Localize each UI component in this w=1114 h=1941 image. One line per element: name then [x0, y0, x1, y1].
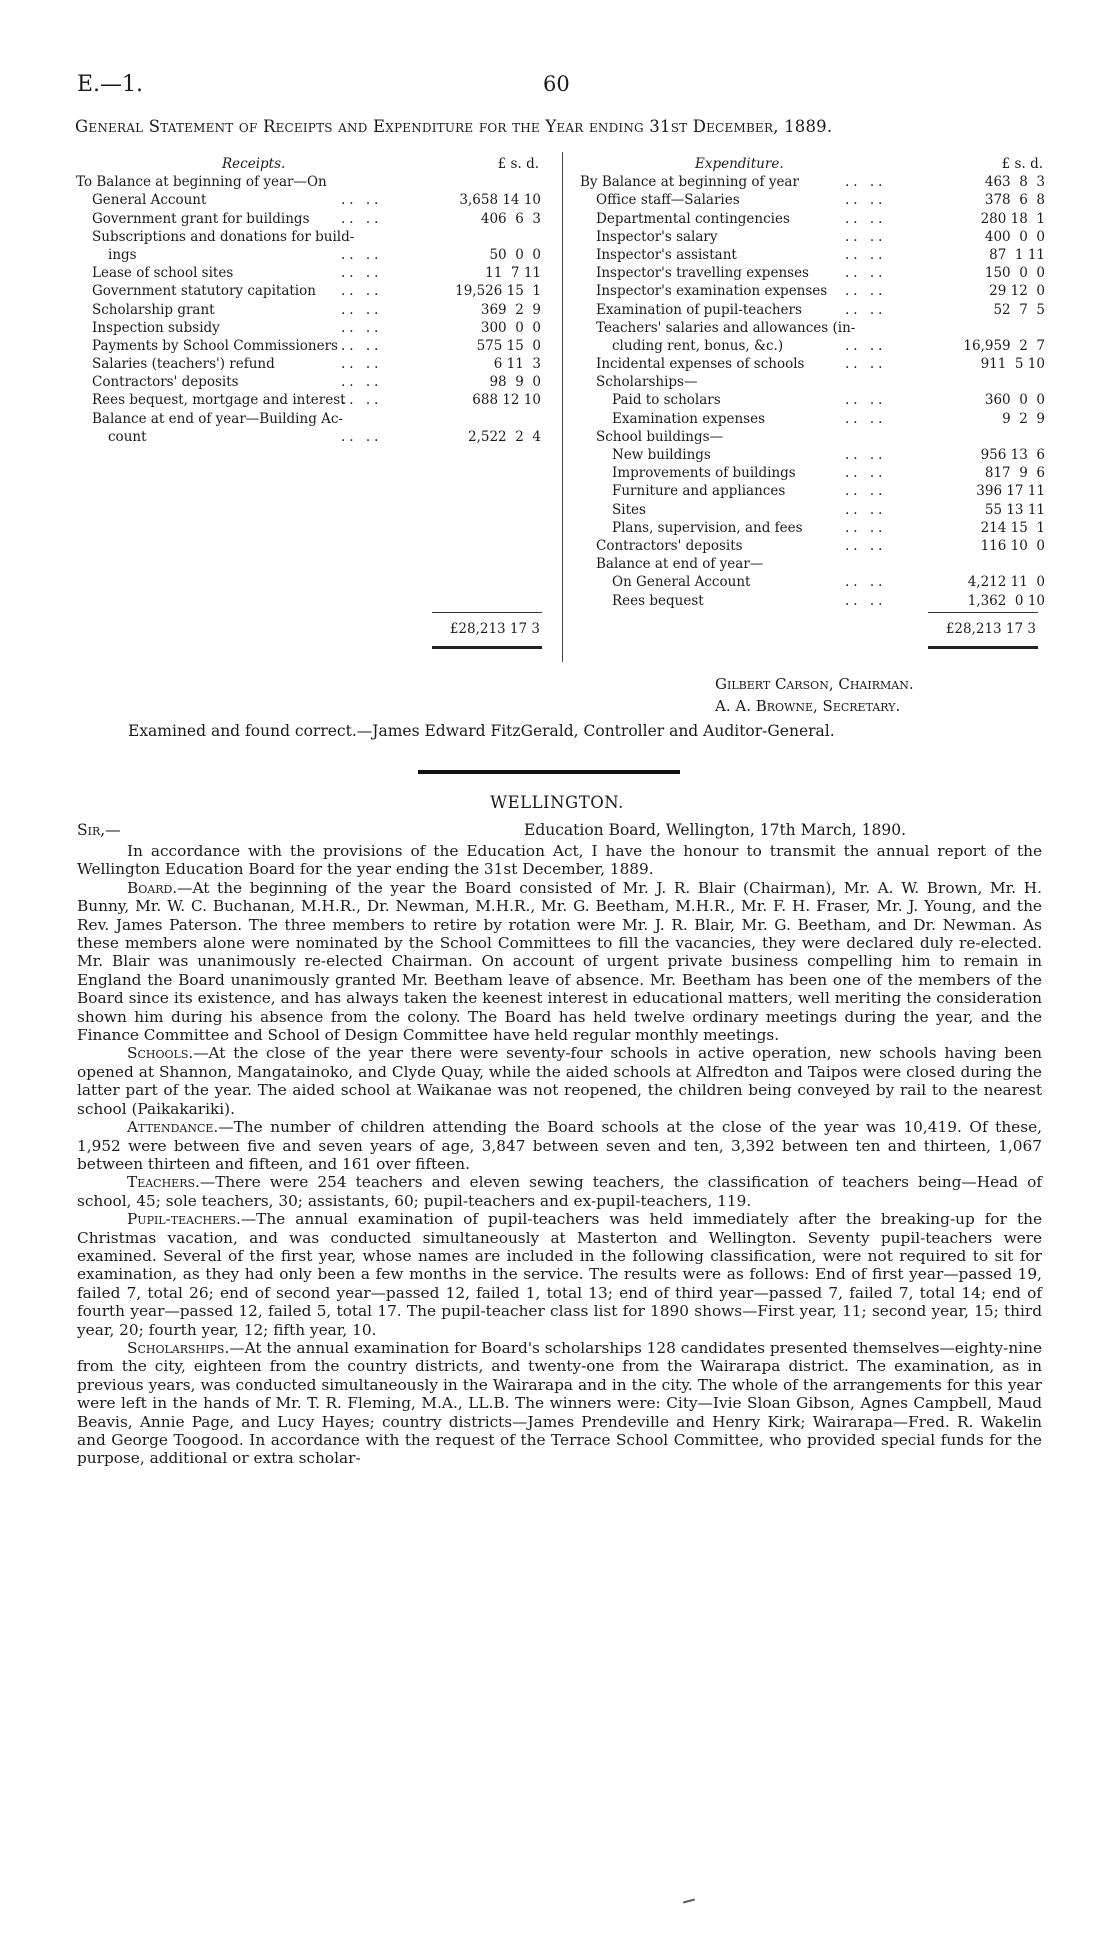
expenditure-label: Balance at end of year—: [596, 556, 764, 573]
paragraph-text: —At the beginning of the year the Board consisted of Mr. J. R. Blair (Chairman), Mr. A. W. Brown, Mr. H. Bunny, Mr. W. C. Buchanan, M.H.R., Dr. Newman, M.H.R., Mr. G. Beetham, M.H.R., Mr. F. H. Fraser, Mr. J. Young, and the Rev. James Paterson. The three members to retire by rotation were Mr. J. R. Blair, Mr. G. Beetham, and Dr. Newman. As these members alone were nominated by the School Committees to fill the vacancies, they were declared duly re-elected. Mr. Blair was unanimously re-elected Chairman. On account of urgent private business compelling him to remain in England the Board unanimously granted Mr. Beetham leave of absence. Mr. Beetham has been one of the members of the Board since its existence, and has always taken the keenest interest in educational matters, well meriting the consideration shown him during his absence from the colony. The Board has held twelve ordinary meetings during the year, and the Finance Committee and School of Design Committee have held regular monthly meetings.: [77, 878, 1042, 1045]
receipts-leader: .. ..: [341, 428, 383, 445]
receipts-row: [76, 191, 566, 209]
page-mark: [683, 1898, 695, 1903]
paragraph-text: —The number of children attending the Board schools at the close of the year was 10,419. Of these, 1,952 were between five and seven years of age, 3,847 between seven and ten, 3,392 between ten and thirteen, 1,067 between thirteen and fifteen, and 161 over fifteen.: [77, 1118, 1042, 1173]
report-paragraph: [77, 1173, 1042, 1210]
expenditure-amount: 463 8 3: [984, 174, 1045, 191]
receipts-row: [76, 246, 566, 264]
expenditure-row: [580, 301, 1050, 319]
expenditure-leader: .. ..: [845, 537, 887, 554]
receipts-row: [76, 173, 566, 191]
expenditure-row: [580, 592, 1050, 610]
expenditure-label: Improvements of buildings: [612, 465, 796, 482]
receipts-label: Balance at end of year—Building Ac-: [92, 410, 343, 427]
expenditure-amount: 150 0 0: [984, 265, 1045, 282]
expenditure-label: Teachers' salaries and allowances (in-: [596, 319, 856, 336]
expenditure-label: Sites: [612, 501, 646, 518]
paragraph-text: —At the close of the year there were seventy-four schools in active operation, new schools having been opened at Shannon, Mangatainoko, and Clyde Quay, while the aided schools at Alfredton and Taipos were closed during the latter part of the year. The aided school at Waikanae was not reopened, the children being conveyed by rail to the nearest school (Paikakariki).: [77, 1044, 1042, 1118]
receipts-label: count: [108, 428, 147, 445]
receipts-row: [76, 264, 566, 282]
expenditure-amount: 396 17 11: [976, 483, 1045, 500]
receipts-row: [76, 410, 566, 428]
expenditure-label: New buildings: [612, 447, 711, 463]
expenditure-leader: .. ..: [845, 228, 887, 245]
report-paragraph: [77, 1044, 1042, 1118]
receipts-leader: .. ..: [341, 301, 383, 318]
expenditure-label: Furniture and appliances: [612, 483, 786, 500]
paragraph-text: In accordance with the provisions of the Education Act, I have the honour to transmit the annual report of the Wellington Education Board for the year ending the 31st December, 1889.: [77, 842, 1042, 879]
receipts-row: [76, 391, 566, 409]
expenditure-amount: 280 18 1: [980, 210, 1045, 227]
expenditure-label: Inspector's travelling expenses: [596, 265, 809, 282]
expenditure-row: [580, 337, 1050, 355]
paragraph-text: —The annual examination of pupil-teachers was held immediately after the breaking-up for the Christmas vacation, and was conducted simultaneously at Masterton and Wellington. Seventy pupil-teachers were examined. Several of the first year, whose names are included in the following classification, were not required to sit for examination, as they had only been a few months in the service. The results were as follows: End of first year—passed 19, failed 7, total 26; end of second year—passed 12, failed 1, total 13; end of third year—passed 7, failed 7, total 14; end of fourth year—passed 12, failed 5, total 17. The pupil-teacher class list for 1890 shows—First year, 11; second year, 15; third year, 20; fourth year, 12; fifth year, 10.: [77, 1210, 1042, 1339]
receipts-amount: 2,522 2 4: [468, 428, 541, 445]
expenditure-label: Departmental contingencies: [596, 210, 790, 227]
receipts-amount: 11 7 11: [485, 265, 541, 282]
receipts-leader: .. ..: [341, 283, 383, 300]
section-divider: [418, 770, 680, 774]
expenditure-leader: .. ..: [845, 337, 887, 354]
receipts-leader: .. ..: [341, 374, 383, 391]
expenditure-leader: .. ..: [845, 519, 887, 536]
expenditure-row: [580, 537, 1050, 555]
paragraph-heading: Scholarships.: [127, 1338, 230, 1357]
expenditure-label: Office staff—Salaries: [596, 192, 740, 209]
expenditure-row: [580, 246, 1050, 264]
expenditure-amount: 55 13 11: [984, 501, 1045, 518]
receipts-row: [76, 337, 566, 355]
expenditure-row: [580, 319, 1050, 337]
report-paragraph: [77, 842, 1042, 879]
receipts-label: Inspection subsidy: [92, 319, 220, 336]
receipts-label: Government statutory capitation: [92, 283, 316, 300]
paragraph-heading: Schools.: [127, 1044, 194, 1063]
expenditure-label: Examination expenses: [612, 410, 766, 427]
report-paragraph: [77, 1210, 1042, 1339]
page-number: 60: [543, 72, 570, 96]
paragraph-text: —At the annual examination for Board's scholarships 128 candidates presented themselves—eighty-nine from the city, eighteen from the country districts, and twenty-one from the Wairarapa district. The examination, as in previous years, was conducted simultaneously in the Wairarapa and in the city. The whole of the arrangements for this year were left in the hands of Mr. T. R. Fleming, M.A., LL.B. The winners were: City—Ivie Sloan Gibson, Agnes Campbell, Maud Beavis, Annie Page, and Lucy Hayes; country districts—James Prendeville and Henry Kirk; Wairarapa—Fred. R. Wakelin and George Toogood. In accordance with the request of the Terrace School Committee, who provided special funds for the purpose, additional or extra scholar-: [77, 1338, 1042, 1468]
expenditure-leader: .. ..: [845, 265, 887, 282]
chairman-signature: Gilbert Carson, Chairman.: [715, 675, 914, 693]
receipts-amount: 6 11 3: [493, 356, 541, 373]
expenditure-label: On General Account: [612, 574, 751, 591]
paragraph-heading: Pupil-teachers.: [127, 1210, 241, 1229]
receipts-leader: .. ..: [341, 356, 383, 373]
expenditure-total-rule: [928, 646, 1038, 649]
expenditure-leader: .. ..: [845, 392, 887, 409]
receipts-label: Rees bequest, mortgage and interest: [92, 392, 346, 409]
page-header-ref: E.—1.: [77, 72, 144, 97]
receipts-amount: 575 15 0: [476, 337, 541, 354]
receipts-row: [76, 301, 566, 319]
expenditure-row: [580, 482, 1050, 500]
receipts-heading: Receipts.: [222, 156, 286, 172]
expenditure-leader: .. ..: [845, 174, 887, 191]
receipts-label: Contractors' deposits: [92, 374, 239, 391]
expenditure-heading: Expenditure.: [695, 156, 784, 172]
paragraph-heading: Board.: [127, 878, 178, 897]
receipts-row: [76, 428, 566, 446]
expenditure-amount: 378 6 8: [984, 192, 1045, 209]
receipts-leader: .. ..: [341, 246, 383, 263]
expenditure-leader: .. ..: [845, 410, 887, 427]
receipts-row: [76, 210, 566, 228]
auditor-note: Examined and found correct.—James Edward FitzGerald, Controller and Auditor-General.: [128, 722, 835, 740]
report-paragraph: [77, 1339, 1042, 1468]
expenditure-currency-heading: £ s. d.: [1001, 156, 1043, 172]
expenditure-amount: 817 9 6: [984, 465, 1045, 482]
expenditure-amount: 4,212 11 0: [967, 574, 1045, 591]
receipts-amount: 19,526 15 1: [455, 283, 541, 300]
statement-title: General Statement of Receipts and Expenditure for the Year ending 31st December, 1889.: [75, 117, 833, 136]
receipts-leader: .. ..: [341, 265, 383, 282]
expenditure-label: Plans, supervision, and fees: [612, 519, 803, 536]
receipts-amount: 300 0 0: [480, 319, 541, 336]
expenditure-header-row: [580, 155, 1050, 173]
expenditure-amount: 29 12 0: [989, 283, 1045, 300]
expenditure-row: [580, 446, 1050, 464]
report-body: [77, 842, 1042, 1468]
receipts-label: General Account: [92, 192, 207, 209]
expenditure-row: [580, 428, 1050, 446]
receipts-sum-rule: [432, 612, 542, 613]
report-paragraph: [77, 1118, 1042, 1173]
receipts-leader: .. ..: [341, 337, 383, 354]
expenditure-row: [580, 228, 1050, 246]
expenditure-leader: .. ..: [845, 283, 887, 300]
expenditure-amount: 400 0 0: [984, 228, 1045, 245]
expenditure-label: Inspector's examination expenses: [596, 283, 828, 300]
report-paragraph: [77, 879, 1042, 1045]
receipts-leader: .. ..: [341, 192, 383, 209]
paragraph-heading: Attendance.: [127, 1118, 219, 1137]
expenditure-amount: 52 7 5: [993, 301, 1045, 318]
expenditure-table: [580, 155, 1050, 610]
receipts-amount: 688 12 10: [472, 392, 541, 409]
receipts-leader: .. ..: [341, 210, 383, 227]
receipts-label: Salaries (teachers') refund: [92, 356, 275, 373]
expenditure-leader: .. ..: [845, 210, 887, 227]
expenditure-label: Paid to scholars: [612, 392, 721, 409]
expenditure-amount: 9 2 9: [1002, 410, 1045, 427]
expenditure-leader: .. ..: [845, 574, 887, 591]
expenditure-row: [580, 410, 1050, 428]
expenditure-row: [580, 573, 1050, 591]
totals-row: [0, 620, 1114, 638]
expenditure-leader: .. ..: [845, 192, 887, 209]
receipts-row: [76, 373, 566, 391]
dateline: Education Board, Wellington, 17th March, 1890.: [524, 821, 907, 839]
expenditure-leader: .. ..: [845, 246, 887, 263]
expenditure-label: By Balance at beginning of year: [580, 174, 799, 191]
expenditure-amount: 360 0 0: [984, 392, 1045, 409]
receipts-amount: 98 9 0: [489, 374, 541, 391]
expenditure-label: Contractors' deposits: [596, 537, 743, 554]
expenditure-amount: 87 1 11: [989, 246, 1045, 263]
expenditure-leader: .. ..: [845, 356, 887, 373]
receipts-row: [76, 228, 566, 246]
signatures: [715, 673, 914, 717]
expenditure-leader: .. ..: [845, 483, 887, 500]
receipts-label: ings: [108, 246, 137, 263]
expenditure-label: cluding rent, bonus, &c.): [612, 337, 784, 354]
receipts-currency-heading: £ s. d.: [497, 156, 539, 172]
expenditure-amount: 214 15 1: [980, 519, 1045, 536]
receipts-row: [76, 319, 566, 337]
secretary-signature: A. A. Browne, Secretary.: [715, 697, 901, 715]
expenditure-label: School buildings—: [596, 428, 724, 445]
receipts-total: £28,213 17 3: [449, 621, 540, 637]
receipts-label: Scholarship grant: [92, 301, 215, 318]
expenditure-label: Inspector's salary: [596, 228, 718, 245]
expenditure-total: £28,213 17 3: [945, 621, 1036, 637]
expenditure-amount: 956 13 6: [980, 447, 1045, 463]
expenditure-row: [580, 519, 1050, 537]
expenditure-amount: 116 10 0: [980, 537, 1045, 554]
expenditure-leader: .. ..: [845, 465, 887, 482]
salutation: Sir,—: [77, 821, 121, 839]
receipts-leader: .. ..: [341, 319, 383, 336]
receipts-amount: 50 0 0: [489, 246, 541, 263]
receipts-label: Government grant for buildings: [92, 210, 310, 227]
receipts-total-rule: [432, 646, 542, 649]
expenditure-row: [580, 173, 1050, 191]
section-title: WELLINGTON.: [490, 793, 624, 812]
expenditure-leader: .. ..: [845, 447, 887, 463]
expenditure-leader: .. ..: [845, 301, 887, 318]
expenditure-row: [580, 282, 1050, 300]
expenditure-row: [580, 191, 1050, 209]
expenditure-amount: 16,959 2 7: [963, 337, 1045, 354]
receipts-header-row: [76, 155, 566, 173]
receipts-label: Subscriptions and donations for build-: [92, 228, 355, 245]
expenditure-leader: .. ..: [845, 592, 887, 609]
expenditure-label: Incidental expenses of schools: [596, 356, 805, 373]
expenditure-sum-rule: [928, 612, 1038, 613]
receipts-table: [76, 155, 566, 446]
receipts-row: [76, 355, 566, 373]
expenditure-row: [580, 391, 1050, 409]
expenditure-row: [580, 464, 1050, 482]
expenditure-row: [580, 501, 1050, 519]
receipts-label: Payments by School Commissioners: [92, 337, 338, 354]
expenditure-label: Examination of pupil-teachers: [596, 301, 802, 318]
paragraph-text: —There were 254 teachers and eleven sewing teachers, the classification of teachers being—Head of school, 45; sole teachers, 30; assistants, 60; pupil-teachers and ex-pupil-teachers, 119.: [77, 1173, 1042, 1210]
receipts-leader: .. ..: [341, 392, 383, 409]
receipts-amount: 3,658 14 10: [459, 192, 541, 209]
expenditure-row: [580, 210, 1050, 228]
expenditure-leader: .. ..: [845, 501, 887, 518]
receipts-label: To Balance at beginning of year—On: [76, 174, 327, 191]
expenditure-row: [580, 555, 1050, 573]
receipts-label: Lease of school sites: [92, 265, 234, 282]
receipts-amount: 406 6 3: [480, 210, 541, 227]
column-divider: [562, 152, 563, 662]
expenditure-label: Inspector's assistant: [596, 246, 737, 263]
expenditure-row: [580, 355, 1050, 373]
receipts-row: [76, 282, 566, 300]
receipts-amount: 369 2 9: [480, 301, 541, 318]
expenditure-amount: 911 5 10: [980, 356, 1045, 373]
expenditure-label: Rees bequest: [612, 592, 704, 609]
expenditure-amount: 1,362 0 10: [967, 592, 1045, 609]
expenditure-row: [580, 264, 1050, 282]
expenditure-row: [580, 373, 1050, 391]
expenditure-label: Scholarships—: [596, 374, 698, 391]
paragraph-heading: Teachers.: [127, 1173, 200, 1192]
